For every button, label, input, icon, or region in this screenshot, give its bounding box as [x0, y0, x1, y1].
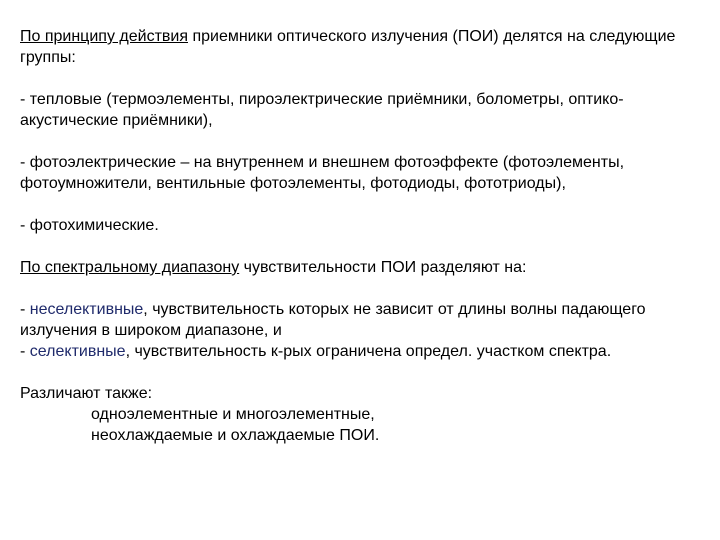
thermal-description: (термоэлементы, пироэлектрические приёмники, болометры, оптико-акустические приёмники), — [20, 91, 624, 129]
item-dash: - — [20, 343, 30, 360]
selective-description: , чувствительность к-рых ограничена определ. участком спектра. — [125, 343, 612, 360]
also-distinguish-intro: Различают также: — [20, 385, 153, 402]
spacer — [20, 131, 710, 152]
item-dash: - — [20, 91, 30, 108]
term-photoelectric: фотоэлектрические — [29, 154, 176, 171]
item-selective — [20, 341, 710, 362]
nonselective-description: , чувствительность которых не зависит от длины волны падающего излучения в широком диапазоне, и — [20, 301, 646, 339]
photochemical-end: . — [154, 217, 159, 234]
item-photoelectric — [20, 152, 710, 194]
also-item-cooling: неохлаждаемые и охлаждаемые ПОИ. — [91, 427, 380, 444]
spectral-text: чувствительности ПОИ разделяют на: — [239, 259, 527, 276]
heading-principle: По принципу действия — [20, 28, 188, 45]
term-nonselective: неселективные — [29, 301, 144, 318]
item-nonselective — [20, 299, 710, 341]
paragraph-spectral — [20, 257, 710, 278]
term-thermal: тепловые — [29, 91, 102, 108]
item-dash: - — [20, 217, 30, 234]
item-thermal — [20, 89, 710, 131]
item-dash: - — [20, 301, 30, 318]
photoelectric-description: – на внутреннем и внешнем фотоэффекте (фотоэлементы, фотоумножители, вентильные фотоэлементы, фотодиоды, фототриоды), — [20, 154, 625, 192]
item-dash: - — [20, 154, 30, 171]
also-item-elements: одноэлементные и многоэлементные, — [91, 406, 375, 423]
heading-spectral: По спектральному диапазону — [20, 259, 240, 276]
spacer — [20, 236, 710, 257]
slide-body — [20, 26, 710, 446]
spacer — [20, 362, 710, 383]
item-photochemical — [20, 215, 710, 236]
spacer — [20, 278, 710, 299]
principle-text: приемники оптического излучения (ПОИ) делятся на следующие группы: — [20, 28, 676, 66]
paragraph-principle — [20, 26, 710, 68]
spacer — [20, 68, 710, 89]
spacer — [20, 194, 710, 215]
term-selective: селективные — [29, 343, 126, 360]
term-photochemical: фотохимические — [29, 217, 155, 234]
